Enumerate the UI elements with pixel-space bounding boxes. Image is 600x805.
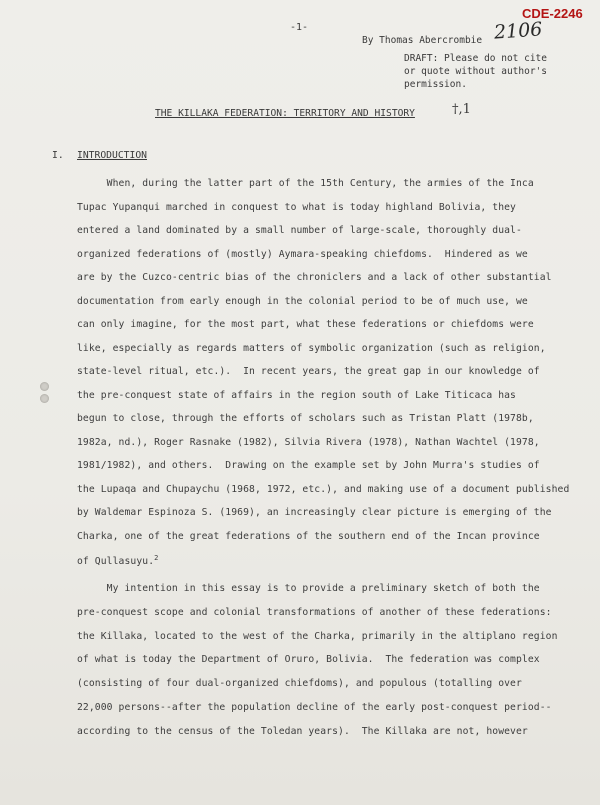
text-line: 1981/1982), and others. Drawing on the example set by John Murra's studies of <box>77 460 540 471</box>
author-line: By Thomas Abercrombie <box>362 35 483 46</box>
text-line: the Lupaqa and Chupaychu (1968, 1972, etc.), and making use of a document published <box>77 483 570 495</box>
handwritten-number: 2106 <box>493 18 544 44</box>
archive-stamp: CDE-2246 <box>522 6 583 21</box>
footnote-mark: 2 <box>154 554 159 562</box>
binder-hole <box>40 394 49 403</box>
draft-note-line: or quote without author's <box>404 66 547 77</box>
section-title: INTRODUCTION <box>77 150 147 161</box>
text-line: state-level ritual, etc.). In recent years, the great gap in our knowledge of <box>77 366 540 377</box>
text-line: entered a land dominated by a small number of large-scale, thoroughly dual- <box>77 225 522 236</box>
text-line: (consisting of four dual-organized chiefdoms), and populous (totalling over <box>77 678 522 690</box>
text-line: like, especially as regards matters of symbolic organization (such as religion, <box>77 342 546 354</box>
draft-note-line: DRAFT: Please do not cite <box>404 53 547 64</box>
text-line: the pre-conquest state of affairs in the region south of Lake Titicaca has <box>77 389 516 401</box>
text-line: the Killaka, located to the west of the Charka, primarily in the altiplano region <box>77 630 558 642</box>
text-line: by Waldemar Espinoza S. (1969), an increasingly clear picture is emerging of the <box>77 507 552 518</box>
text-line: organized federations of (mostly) Aymara-speaking chiefdoms. Hindered as we <box>77 248 528 260</box>
text-line: My intention in this essay is to provide a preliminary sketch of both the <box>77 583 540 594</box>
text-line: can only imagine, for the most part, what these federations or chiefdoms were <box>77 319 534 330</box>
text-line: according to the census of the Toledan years). The Killaka are not, however <box>77 725 528 737</box>
text-line: 22,000 persons--after the population decline of the early post-conquest period-- <box>77 702 552 713</box>
page-number: -1- <box>290 22 309 33</box>
text-line: of Qullasuyu.$^2$ <box>77 554 159 568</box>
binder-hole <box>40 382 49 391</box>
section-number: I. <box>52 150 64 161</box>
text-line: documentation from early enough in the colonial period to be of much use, we <box>77 295 528 307</box>
text-line: 1982a, nd.), Roger Rasnake (1982), Silvia Rivera (1978), Nathan Wachtel (1978, <box>77 436 540 448</box>
text-line: of what is today the Department of Oruro, Bolivia. The federation was complex <box>77 654 540 666</box>
text-line: Charka, one of the great federations of the southern end of the Incan province <box>77 530 540 542</box>
text-line: begun to close, through the efforts of scholars such as Tristan Platt (1978b, <box>77 413 534 424</box>
document-title: THE KILLAKA FEDERATION: TERRITORY AND HISTORY <box>155 108 415 119</box>
draft-note-line: permission. <box>404 79 467 90</box>
text-line: pre-conquest scope and colonial transformations of another of these federations: <box>77 606 552 618</box>
text-line: Tupac Yupanqui marched in conquest to what is today highland Bolivia, they <box>77 201 516 213</box>
text-line: are by the Cuzco-centric bias of the chroniclers and a lack of other substantial <box>77 272 552 283</box>
text-line: When, during the latter part of the 15th Century, the armies of the Inca <box>77 178 534 189</box>
title-footnote-mark: †,1 <box>452 102 471 117</box>
